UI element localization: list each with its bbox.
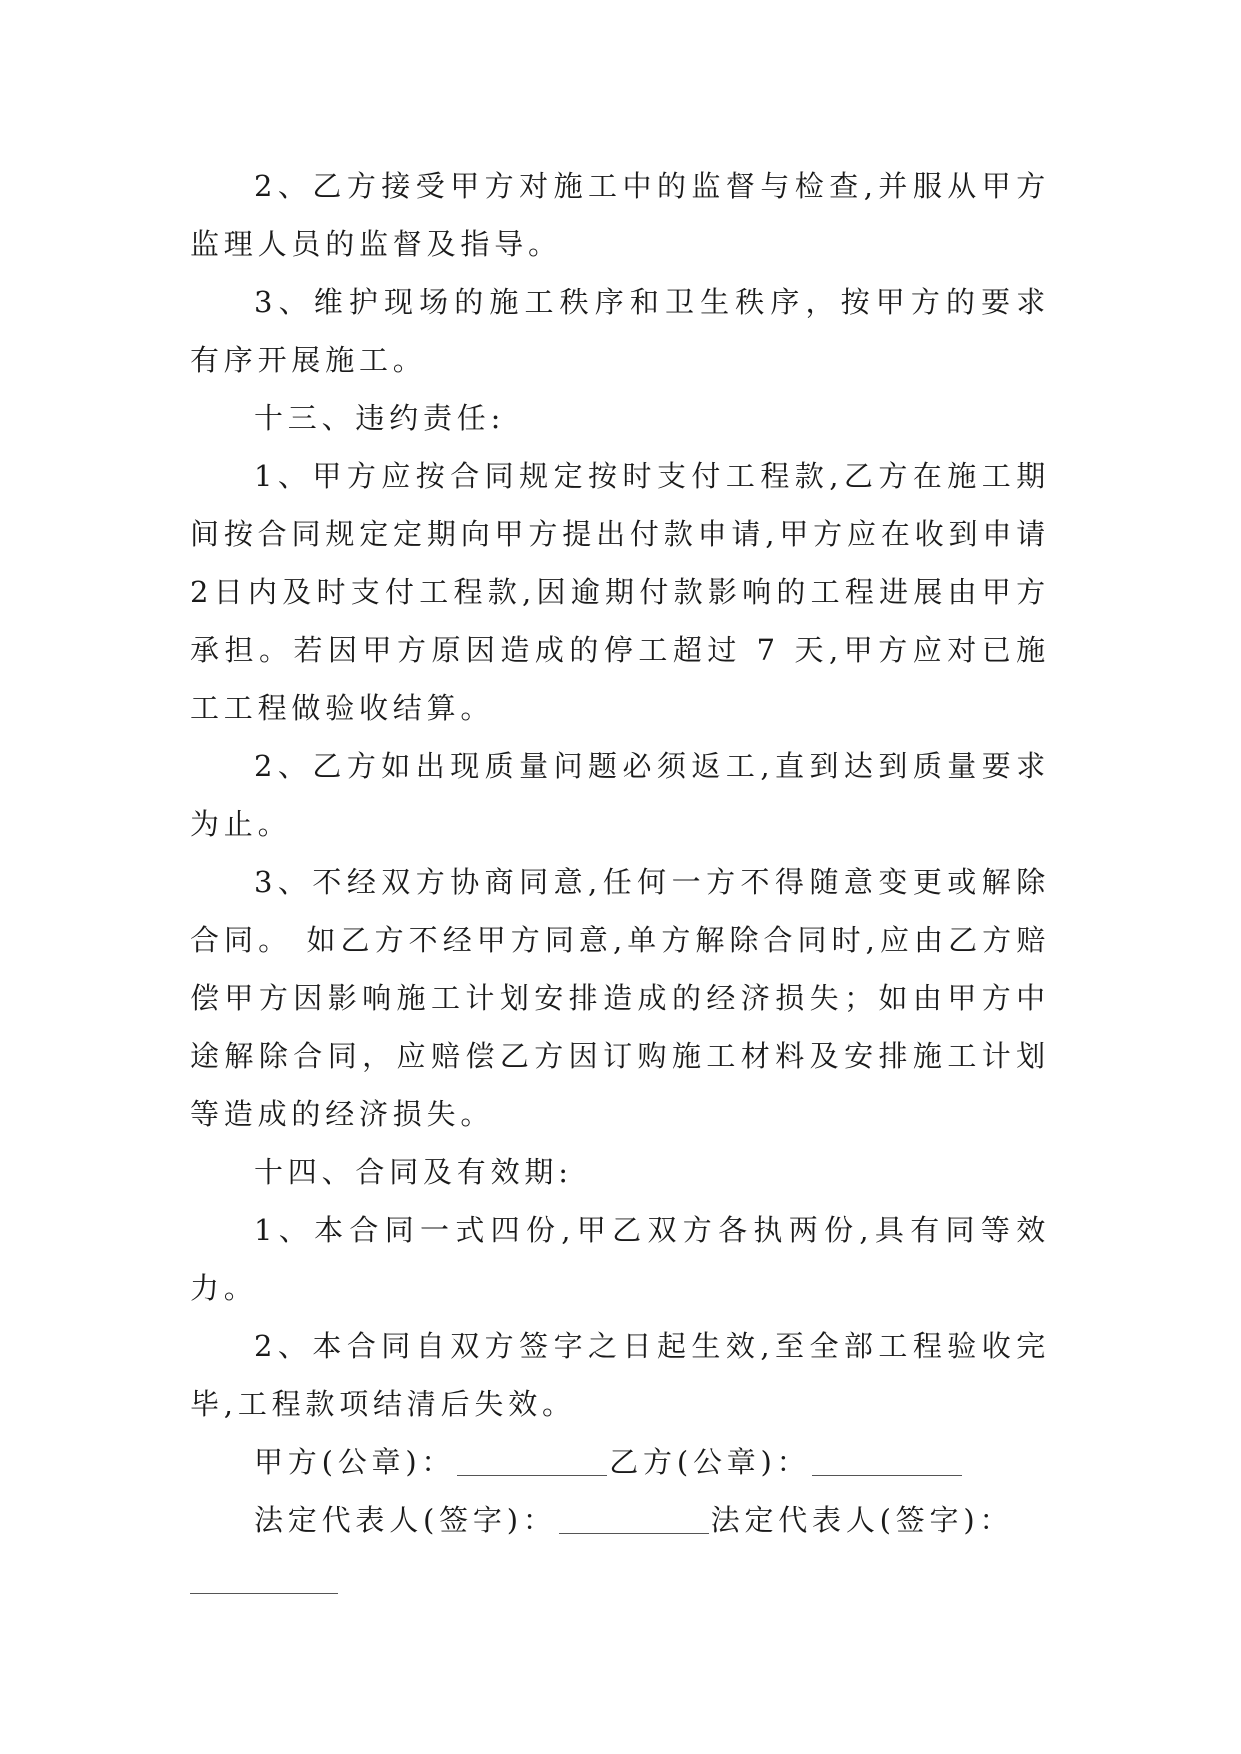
- party-a-seal-label: 甲方(公章)：: [254, 1445, 456, 1479]
- clause-termination: 3、不经双方协商同意,任何一方不得随意变更或解除合同。 如乙方不经甲方同意,单方解除合同时,应由乙方赔偿甲方因影响施工计划安排造成的经济损失；如由甲方中途解除合同，应赔偿乙方因订购施工材料及安排施工计划等造成的经济损失。: [190, 865, 1050, 1131]
- party-b-seal-label: 乙方(公章)：: [609, 1445, 811, 1479]
- party-b-rep-label: 法定代表人(签字)：: [710, 1503, 1014, 1537]
- section-heading-liability: 十三、违约责任:: [254, 401, 506, 435]
- contract-body: [190, 157, 1065, 1594]
- clause-copies: 1、本合同一式四份,甲乙双方各执两份,具有同等效力。: [190, 1213, 1050, 1305]
- party-b-rep-blank: [190, 1549, 338, 1594]
- clause-effective-date: 2、本合同自双方签字之日起生效,至全部工程验收完毕,工程款项结清后失效。: [190, 1329, 1050, 1421]
- party-a-rep-label: 法定代表人(签字)：: [254, 1503, 557, 1537]
- clause-quality-rework: 2、乙方如出现质量问题必须返工,直到达到质量要求为止。: [190, 749, 1050, 841]
- clause-site-order: 3、维护现场的施工秩序和卫生秩序，按甲方的要求有序开展施工。: [190, 285, 1050, 377]
- section-heading-validity: 十四、合同及有效期:: [254, 1155, 573, 1189]
- representative-line: [190, 1491, 1050, 1549]
- party-a-rep-blank: [559, 1504, 709, 1534]
- clause-payment: 1、甲方应按合同规定按时支付工程款,乙方在施工期间按合同规定定期向甲方提出付款申请,甲方应在收到申请 2日内及时支付工程款,因逾期付款影响的工程进展由甲方承担。若因甲方原因造成的停工超过 7 天,甲方应对已施工工程做验收结算。: [190, 459, 1065, 725]
- party-a-seal-blank: [457, 1446, 607, 1476]
- party-b-seal-blank: [812, 1446, 962, 1476]
- seal-line: [190, 1433, 1050, 1491]
- clause-supervision: 2、乙方接受甲方对施工中的监督与检查,并服从甲方监理人员的监督及指导。: [190, 169, 1050, 261]
